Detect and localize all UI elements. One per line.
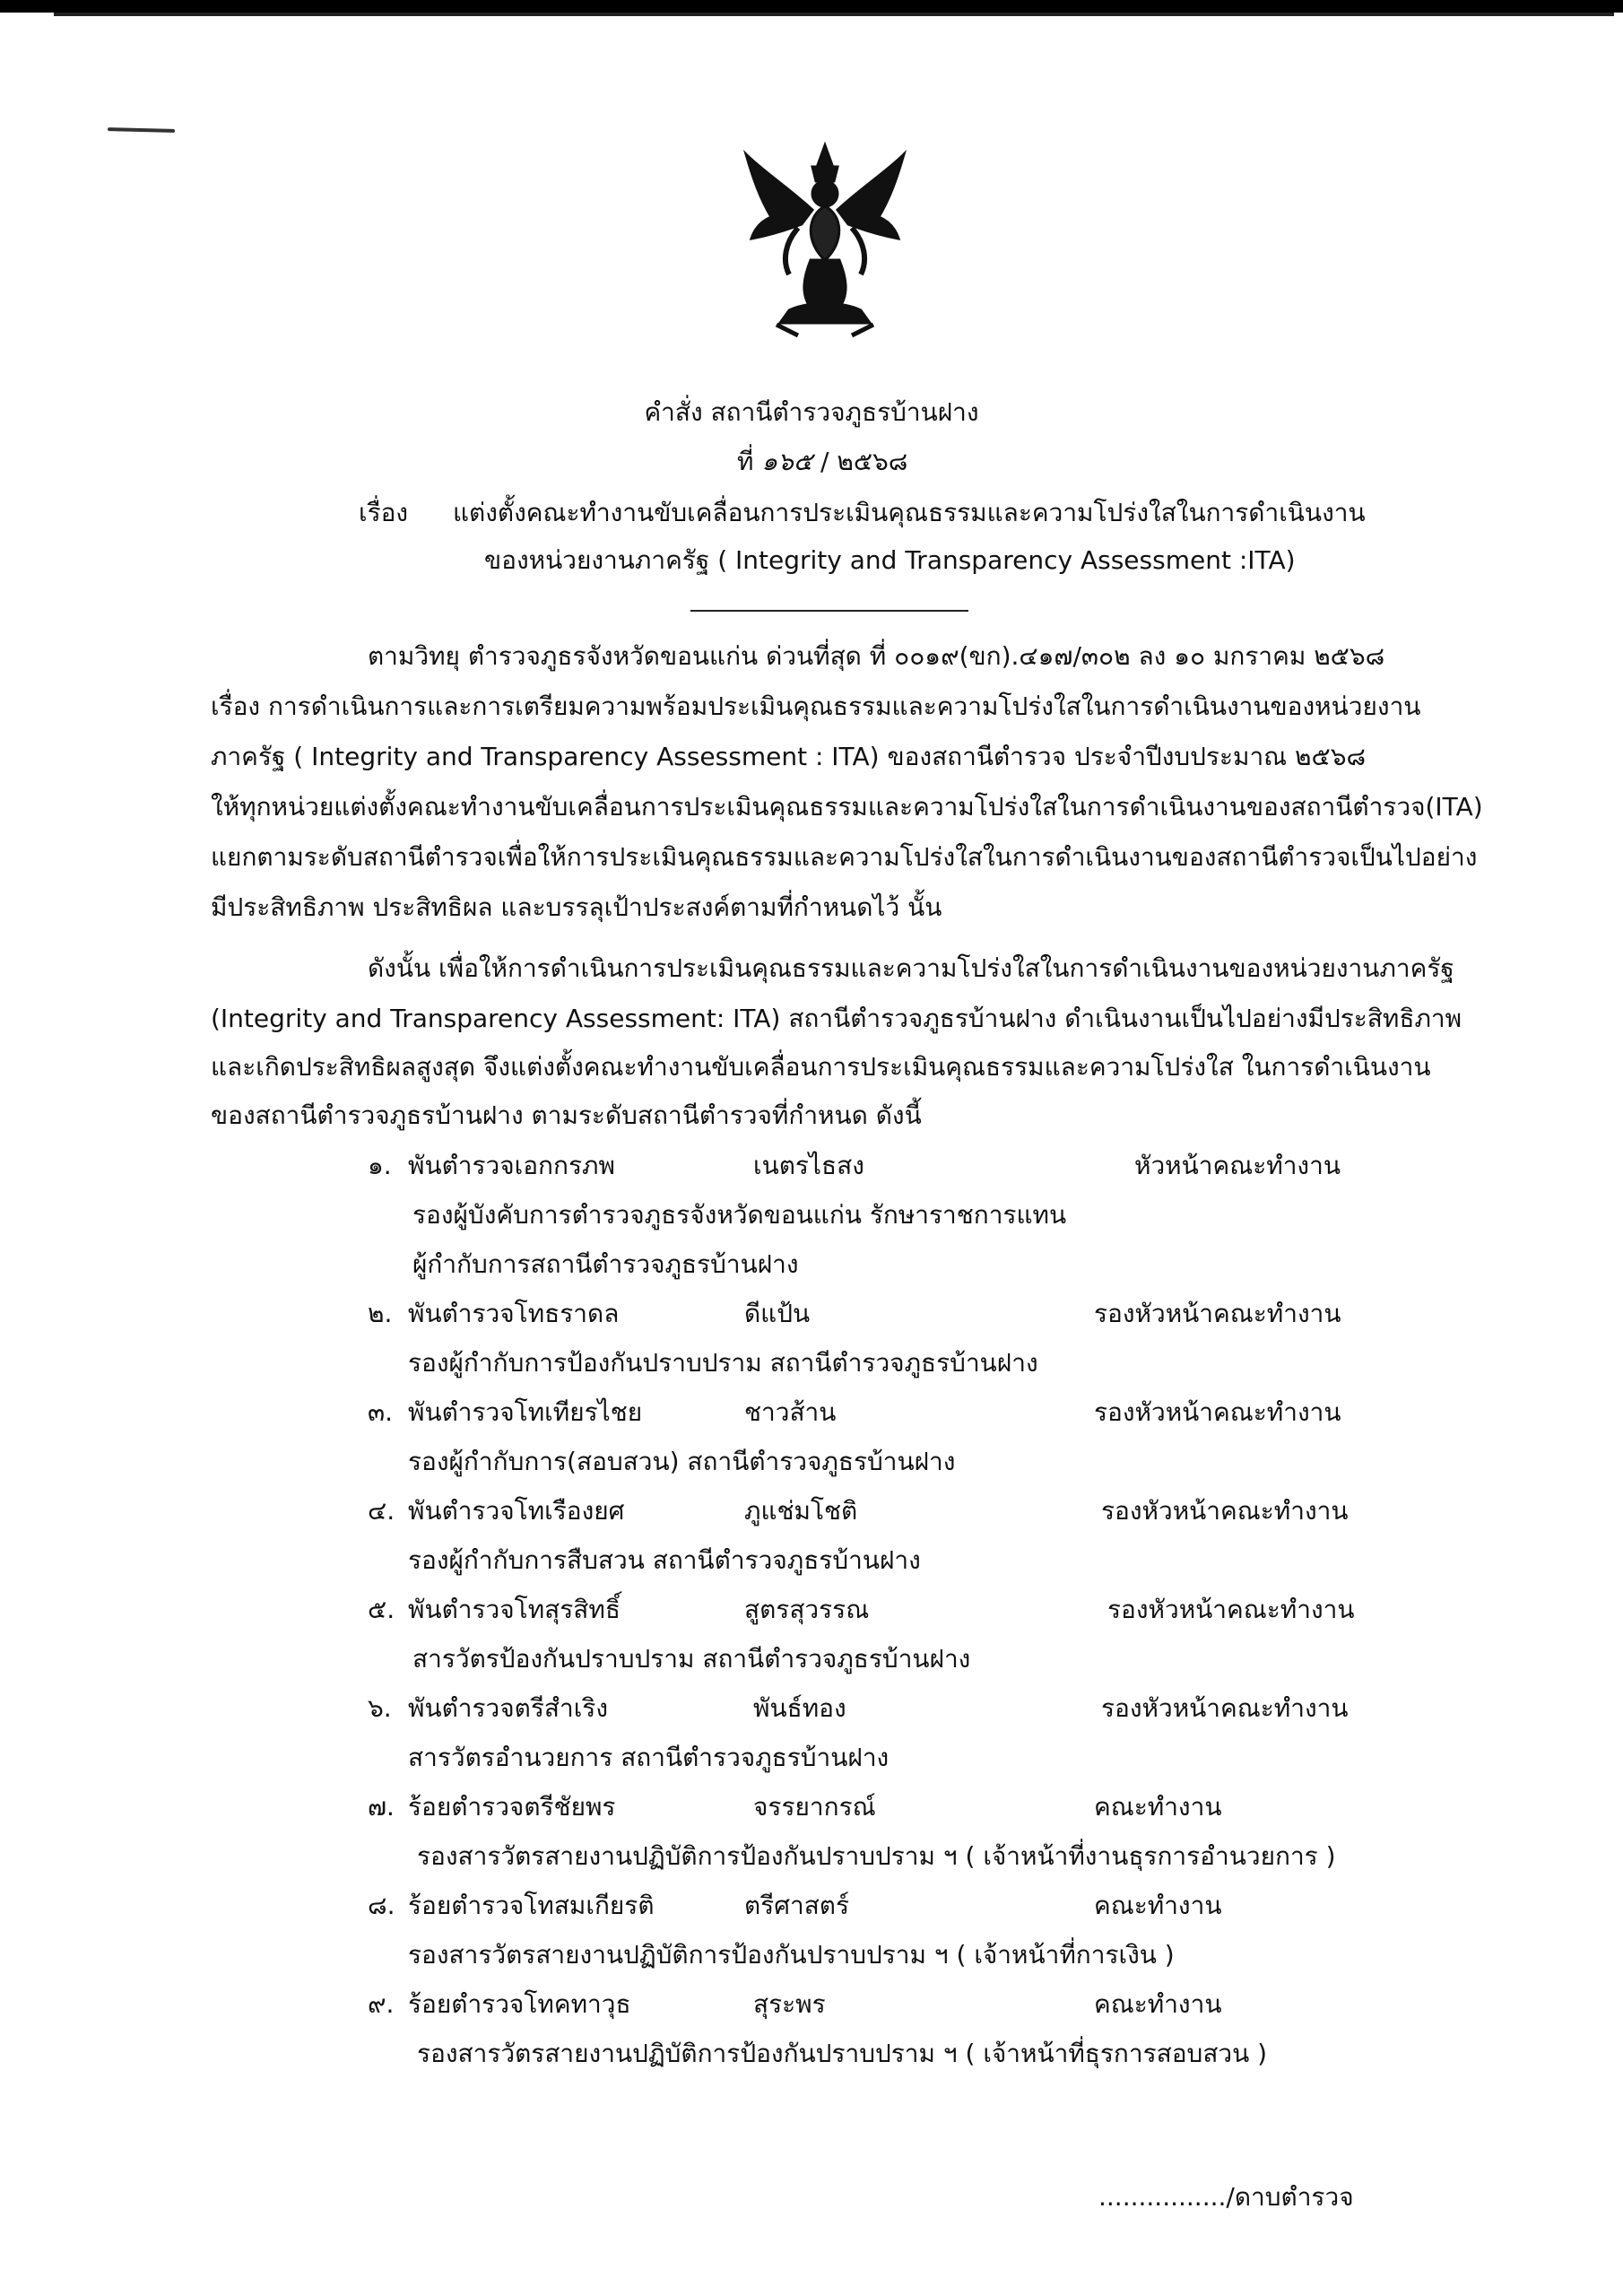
member-position: ผู้กำกับการสถานีตำรวจภูธรบ้านฝาง: [412, 1249, 799, 1279]
member-role: คณะทำงาน: [1094, 1891, 1222, 1920]
member-position: รองผู้กำกับการป้องกันปราบปราม สถานีตำรวจภูธรบ้านฝาง: [408, 1348, 1038, 1378]
member-position: รองสารวัตรสายงานปฏิบัติการป้องกันปราบปราม ฯ ( เจ้าหน้าที่ธุรการสอบสวน ): [417, 2039, 1268, 2068]
para1-line: เรื่อง การดำเนินการและการเตรียมความพร้อมประเมินคุณธรรมและความโปร่งใสในการดำเนินงานของหน่วยงาน: [211, 691, 1421, 721]
member-role: รองหัวหน้าคณะทำงาน: [1101, 1496, 1349, 1526]
member-role: รองหัวหน้าคณะทำงาน: [1094, 1397, 1341, 1427]
header-divider: [690, 610, 968, 612]
member-rank-name: พันตำรวจโทเทียรไชย: [408, 1397, 643, 1427]
member-rank-name: พันตำรวจเอกกรภพ: [408, 1151, 615, 1180]
para1-line: ให้ทุกหน่วยแต่งตั้งคณะทำงานขับเคลื่อนการประเมินคุณธรรมและความโปร่งใสในการดำเนินงานของสถานีตำรวจ(ITA): [211, 792, 1483, 822]
member-rank-name: ร้อยตำรวจโทคทาวุธ: [408, 1989, 631, 2019]
member-surname: จรรยากรณ์: [753, 1792, 876, 1822]
member-number: ๕.: [368, 1595, 395, 1624]
member-number: ๗.: [368, 1792, 395, 1822]
member-number: ๓.: [368, 1397, 394, 1427]
subject-label: เรื่อง: [359, 498, 409, 527]
member-surname: ตรีศาสตร์: [744, 1891, 850, 1920]
member-position: สารวัตรป้องกันปราบปราม สถานีตำรวจภูธรบ้านฝาง: [412, 1644, 971, 1674]
garuda-emblem-icon: [735, 135, 915, 341]
subject-line-1: แต่งตั้งคณะทำงานขับเคลื่อนการประเมินคุณธรรมและความโปร่งใสในการดำเนินงาน: [453, 498, 1366, 527]
member-number: ๒.: [368, 1299, 393, 1328]
para1-line: มีประสิทธิภาพ ประสิทธิผล และบรรลุเป้าประสงค์ตามที่กำหนดไว้ นั้น: [211, 892, 942, 922]
member-rank-name: พันตำรวจโทสุรสิทธิ์: [408, 1595, 621, 1624]
order-number: [737, 444, 907, 480]
member-position: รองผู้กำกับการสืบสวน สถานีตำรวจภูธรบ้านฝาง: [408, 1545, 921, 1575]
member-number: ๙.: [368, 1989, 395, 2019]
member-role: รองหัวหน้าคณะทำงาน: [1107, 1595, 1355, 1624]
member-position: รองสารวัตรสายงานปฏิบัติการป้องกันปราบปราม ฯ ( เจ้าหน้าที่การเงิน ): [408, 1940, 1175, 1970]
member-role: รองหัวหน้าคณะทำงาน: [1094, 1299, 1341, 1328]
member-surname: สุระพร: [753, 1989, 826, 2019]
member-surname: เนตรไธสง: [753, 1151, 864, 1180]
scan-edge-top: [0, 0, 1623, 13]
member-number: ๖.: [368, 1693, 392, 1723]
member-role: รองหัวหน้าคณะทำงาน: [1101, 1693, 1349, 1723]
member-number: ๘.: [368, 1891, 395, 1920]
para1-line: ตามวิทยุ ตำรวจภูธรจังหวัดขอนแก่น ด่วนที่สุด ที่ ๐๐๑๙(ขก).๔๑๗/๓๐๒ ลง ๑๐ มกราคม ๒๕๖๘: [368, 641, 1385, 671]
stray-pen-mark: [108, 127, 175, 133]
member-role: คณะทำงาน: [1094, 1792, 1222, 1822]
member-surname: สูตรสุวรรณ: [744, 1595, 870, 1624]
order-number-year: / ๒๕๖๘: [820, 447, 908, 476]
continuation-marker: ................/ดาบตำรวจ: [1098, 2182, 1354, 2212]
member-position: รองผู้บังคับการตำรวจภูธรจังหวัดขอนแก่น รักษาราชการแทน: [412, 1200, 1067, 1230]
member-surname: พันธ์ทอง: [753, 1693, 846, 1723]
member-rank-name: พันตำรวจโทธราดล: [408, 1299, 620, 1328]
member-rank-name: ร้อยตำรวจโทสมเกียรติ: [408, 1891, 655, 1920]
para2-line: และเกิดประสิทธิผลสูงสุด จึงแต่งตั้งคณะทำงานขับเคลื่อนการประเมินคุณธรรมและความโปร่งใส ในการดำเนินงาน: [211, 1052, 1431, 1082]
scan-edge-shadow: [54, 13, 1614, 16]
member-position: รองผู้กำกับการ(สอบสวน) สถานีตำรวจภูธรบ้านฝาง: [408, 1447, 956, 1476]
member-position: สารวัตรอำนวยการ สถานีตำรวจภูธรบ้านฝาง: [408, 1743, 890, 1772]
member-rank-name: ร้อยตำรวจตรีชัยพร: [408, 1792, 616, 1822]
member-role: คณะทำงาน: [1094, 1989, 1222, 2019]
member-rank-name: พันตำรวจโทเรืองยศ: [408, 1496, 625, 1526]
order-number-prefix: ที่: [737, 447, 754, 476]
member-number: ๑.: [368, 1151, 392, 1180]
subject-line-2: ของหน่วยงานภาครัฐ ( Integrity and Transparency Assessment :ITA): [484, 545, 1296, 575]
member-surname: ภูแช่มโชติ: [744, 1496, 858, 1526]
para1-line: ภาครัฐ ( Integrity and Transparency Assessment : ITA) ของสถานีตำรวจ ประจำปีงบประมาณ ๒๕๖๘: [211, 742, 1367, 771]
order-number-handwritten: ๑๖๕: [761, 447, 813, 476]
member-role: หัวหน้าคณะทำงาน: [1134, 1151, 1341, 1180]
para2-line: ของสถานีตำรวจภูธรบ้านฝาง ตามระดับสถานีตำรวจที่กำหนด ดังนี้: [211, 1100, 922, 1130]
member-number: ๔.: [368, 1496, 395, 1526]
member-surname: ชาวส้าน: [744, 1397, 837, 1427]
member-surname: ดีแป้น: [744, 1299, 811, 1328]
para2-line: (Integrity and Transparency Assessment: ITA) สถานีตำรวจภูธรบ้านฝาง ดำเนินงานเป็นไปอย่างมีประสิทธิภาพ: [211, 1004, 1462, 1033]
para2-line: ดังนั้น เพื่อให้การดำเนินการประเมินคุณธรรมและความโปร่งใสในการดำเนินงานของหน่วยงานภาครัฐ: [368, 953, 1454, 983]
para1-line: แยกตามระดับสถานีตำรวจเพื่อให้การประเมินคุณธรรมและความโปร่งใสในการดำเนินงานของสถานีตำรวจเป็นไปอย่าง: [211, 842, 1478, 872]
member-position: รองสารวัตรสายงานปฏิบัติการป้องกันปราบปราม ฯ ( เจ้าหน้าที่งานธุรการอำนวยการ ): [417, 1841, 1336, 1871]
order-title: คำสั่ง สถานีตำรวจภูธรบ้านฝาง: [644, 397, 979, 427]
member-rank-name: พันตำรวจตรีสำเริง: [408, 1693, 608, 1723]
